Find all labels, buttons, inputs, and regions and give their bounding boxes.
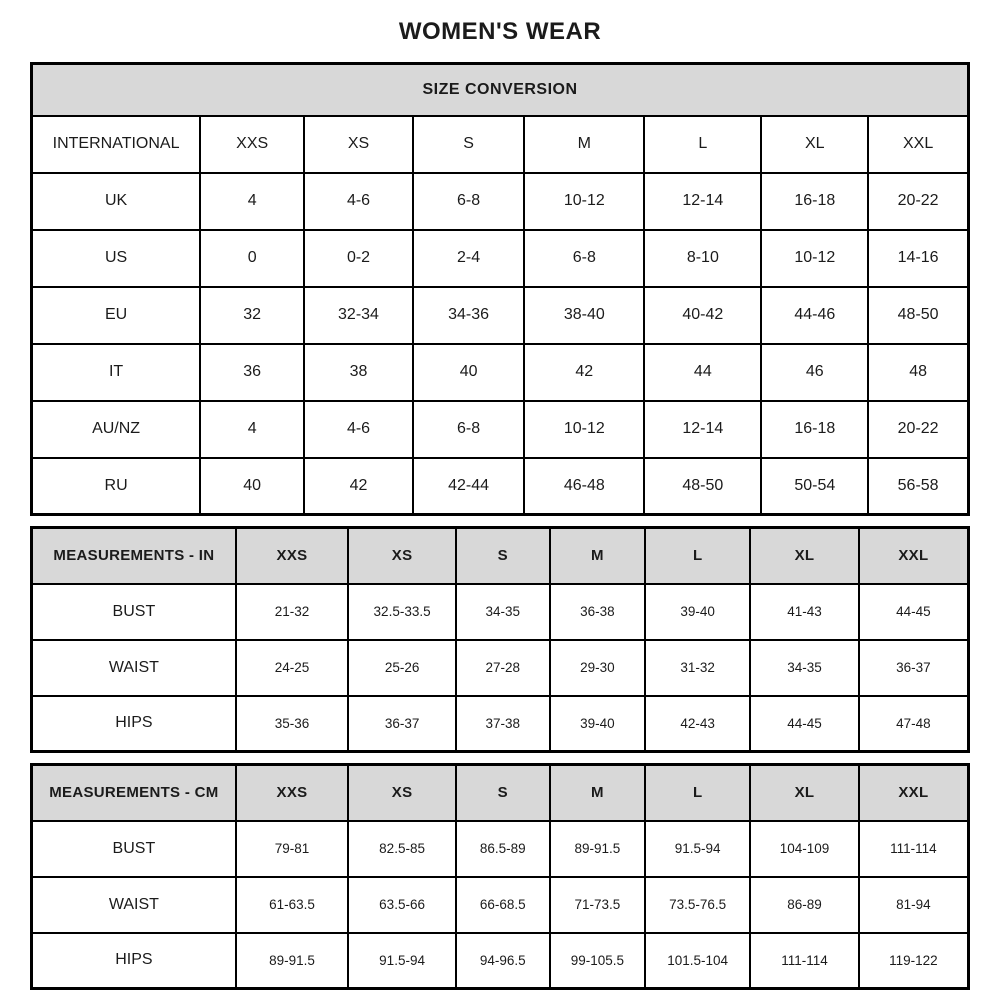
row-label: WAIST [32, 640, 236, 696]
size-value-cell: 91.5-94 [645, 821, 750, 877]
size-value-cell: 56-58 [868, 458, 968, 515]
size-value-cell: 99-105.5 [550, 933, 646, 989]
size-value-cell: 42 [524, 344, 644, 401]
measurements-cm-table-body [32, 765, 969, 989]
size-value-cell: 48-50 [868, 287, 968, 344]
table-row [32, 821, 969, 877]
size-value-cell: 44 [644, 344, 761, 401]
size-column-header: XXS [200, 116, 304, 173]
size-value-cell: 40 [200, 458, 304, 515]
table-row [32, 640, 969, 696]
size-value-cell: 40 [413, 344, 525, 401]
size-value-cell: 46 [761, 344, 868, 401]
size-column-header: XXS [236, 765, 348, 821]
size-value-cell: 20-22 [868, 401, 968, 458]
size-value-cell: 6-8 [413, 401, 525, 458]
size-column-header: L [645, 528, 750, 584]
size-value-cell: 44-45 [859, 584, 969, 640]
size-value-cell: 46-48 [524, 458, 644, 515]
size-value-cell: 42-44 [413, 458, 525, 515]
table-row [32, 401, 969, 458]
size-value-cell: 0 [200, 230, 304, 287]
size-value-cell: 34-35 [456, 584, 550, 640]
size-value-cell: 36-37 [348, 696, 456, 752]
row-header-title: MEASUREMENTS - CM [32, 765, 236, 821]
row-label: RU [32, 458, 201, 515]
size-value-cell: 4 [200, 173, 304, 230]
table-header-row [32, 116, 969, 173]
size-value-cell: 50-54 [761, 458, 868, 515]
size-value-cell: 38-40 [524, 287, 644, 344]
table-row [32, 230, 969, 287]
size-value-cell: 8-10 [644, 230, 761, 287]
size-value-cell: 4 [200, 401, 304, 458]
size-value-cell: 89-91.5 [550, 821, 646, 877]
size-value-cell: 38 [304, 344, 413, 401]
size-value-cell: 66-68.5 [456, 877, 550, 933]
row-label: HIPS [32, 933, 236, 989]
size-value-cell: 20-22 [868, 173, 968, 230]
size-value-cell: 94-96.5 [456, 933, 550, 989]
size-column-header: M [550, 528, 646, 584]
row-label: BUST [32, 584, 236, 640]
size-value-cell: 25-26 [348, 640, 456, 696]
page-title: WOMEN'S WEAR [398, 18, 602, 45]
table-row [32, 458, 969, 515]
size-conversion-table [30, 62, 970, 516]
row-label: AU/NZ [32, 401, 201, 458]
table-row [32, 584, 969, 640]
size-value-cell: 36-38 [550, 584, 646, 640]
size-value-cell: 39-40 [550, 696, 646, 752]
size-value-cell: 44-45 [750, 696, 859, 752]
row-label: EU [32, 287, 201, 344]
size-value-cell: 104-109 [750, 821, 859, 877]
size-value-cell: 44-46 [761, 287, 868, 344]
size-column-header: XXL [859, 528, 969, 584]
size-column-header: XS [304, 116, 413, 173]
size-value-cell: 10-12 [524, 401, 644, 458]
size-value-cell: 32-34 [304, 287, 413, 344]
size-value-cell: 0-2 [304, 230, 413, 287]
size-value-cell: 32.5-33.5 [348, 584, 456, 640]
size-conversion-table-body [32, 64, 969, 515]
size-value-cell: 31-32 [645, 640, 750, 696]
size-value-cell: 10-12 [761, 230, 868, 287]
size-column-header: XXL [859, 765, 969, 821]
size-value-cell: 21-32 [236, 584, 348, 640]
size-value-cell: 27-28 [456, 640, 550, 696]
size-value-cell: 79-81 [236, 821, 348, 877]
size-value-cell: 48-50 [644, 458, 761, 515]
size-value-cell: 32 [200, 287, 304, 344]
size-value-cell: 86-89 [750, 877, 859, 933]
row-label: US [32, 230, 201, 287]
size-value-cell: 42 [304, 458, 413, 515]
size-value-cell: 10-12 [524, 173, 644, 230]
table-row [32, 696, 969, 752]
size-value-cell: 61-63.5 [236, 877, 348, 933]
size-column-header: XS [348, 528, 456, 584]
size-value-cell: 111-114 [859, 821, 969, 877]
measurements-in-table-body [32, 528, 969, 752]
size-value-cell: 86.5-89 [456, 821, 550, 877]
size-value-cell: 34-35 [750, 640, 859, 696]
size-column-header: M [550, 765, 646, 821]
size-value-cell: 29-30 [550, 640, 646, 696]
size-value-cell: 42-43 [645, 696, 750, 752]
table-row [32, 933, 969, 989]
size-value-cell: 39-40 [645, 584, 750, 640]
size-value-cell: 101.5-104 [645, 933, 750, 989]
size-value-cell: 119-122 [859, 933, 969, 989]
size-value-cell: 6-8 [413, 173, 525, 230]
table-row [32, 173, 969, 230]
measurements-in-table [30, 526, 970, 753]
size-column-header: L [645, 765, 750, 821]
size-column-header: S [413, 116, 525, 173]
table-banner-row [32, 64, 969, 116]
size-value-cell: 63.5-66 [348, 877, 456, 933]
size-value-cell: 24-25 [236, 640, 348, 696]
size-value-cell: 111-114 [750, 933, 859, 989]
row-label: UK [32, 173, 201, 230]
size-value-cell: 36 [200, 344, 304, 401]
table-row [32, 877, 969, 933]
row-label: BUST [32, 821, 236, 877]
row-header-title: MEASUREMENTS - IN [32, 528, 236, 584]
size-value-cell: 37-38 [456, 696, 550, 752]
size-column-header: M [524, 116, 644, 173]
size-column-header: XXS [236, 528, 348, 584]
row-label: HIPS [32, 696, 236, 752]
size-value-cell: 16-18 [761, 401, 868, 458]
size-value-cell: 91.5-94 [348, 933, 456, 989]
size-column-header: S [456, 528, 550, 584]
size-value-cell: 35-36 [236, 696, 348, 752]
size-value-cell: 16-18 [761, 173, 868, 230]
table-header-row [32, 528, 969, 584]
size-value-cell: 34-36 [413, 287, 525, 344]
size-value-cell: 40-42 [644, 287, 761, 344]
size-column-header: XL [750, 765, 859, 821]
size-value-cell: 36-37 [859, 640, 969, 696]
size-value-cell: 47-48 [859, 696, 969, 752]
size-value-cell: 2-4 [413, 230, 525, 287]
size-value-cell: 4-6 [304, 173, 413, 230]
size-value-cell: 12-14 [644, 401, 761, 458]
size-value-cell: 73.5-76.5 [645, 877, 750, 933]
size-value-cell: 14-16 [868, 230, 968, 287]
size-value-cell: 82.5-85 [348, 821, 456, 877]
size-value-cell: 89-91.5 [236, 933, 348, 989]
size-column-header: S [456, 765, 550, 821]
size-value-cell: 71-73.5 [550, 877, 646, 933]
size-value-cell: 48 [868, 344, 968, 401]
table-header-row [32, 765, 969, 821]
size-column-header: XL [761, 116, 868, 173]
table-row [32, 287, 969, 344]
table-row [32, 344, 969, 401]
size-value-cell: 12-14 [644, 173, 761, 230]
measurements-cm-table [30, 763, 970, 990]
size-column-header: L [644, 116, 761, 173]
size-value-cell: 41-43 [750, 584, 859, 640]
size-column-header: XXL [868, 116, 968, 173]
size-column-header: XS [348, 765, 456, 821]
size-value-cell: 81-94 [859, 877, 969, 933]
table-banner: SIZE CONVERSION [32, 64, 969, 116]
row-label: IT [32, 344, 201, 401]
size-column-header: XL [750, 528, 859, 584]
size-value-cell: 4-6 [304, 401, 413, 458]
row-header-title: INTERNATIONAL [32, 116, 201, 173]
size-value-cell: 6-8 [524, 230, 644, 287]
row-label: WAIST [32, 877, 236, 933]
